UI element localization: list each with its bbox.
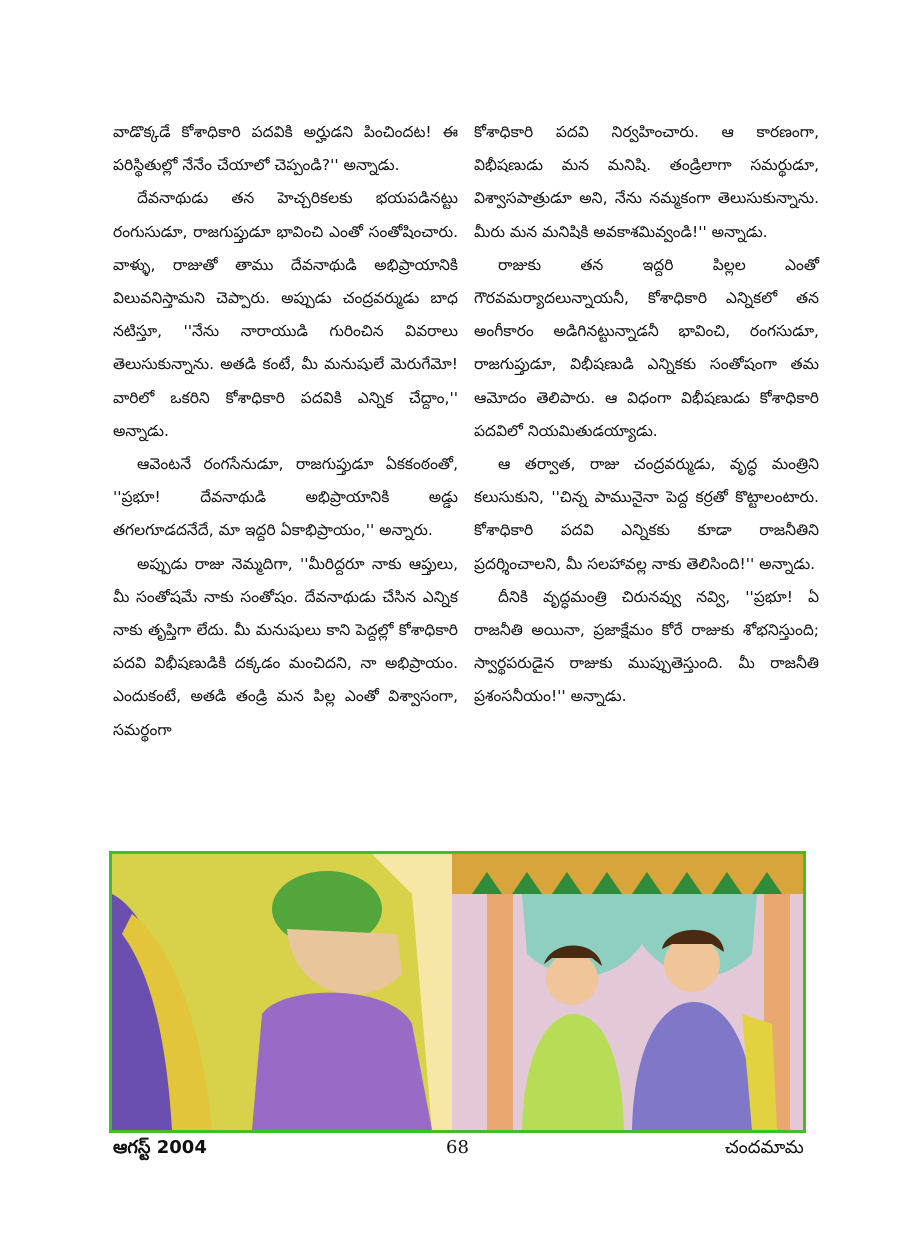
courtier-face-2 xyxy=(664,936,720,992)
text-column-right xyxy=(474,116,819,714)
paragraph: వాడొక్కడే కోశాధికారి పదవికి అర్హుడని పించిందట! ఈ పరిస్థితుల్లో నేనేం చేయాలో చెప్పండి?'' అన్నాడు. xyxy=(113,123,458,175)
paragraph: అప్పుడు రాజు నెమ్మదిగా, ''మీరిద్దరూ నాకు ఆప్తులు, మీ సంతోషమే నాకు సంతోషం. దేవనాథుడు చేసిన ఎన్నిక నాకు తృప్తిగా లేదు. మీ మనుషులు కాని పెద్దల్లో కోశాధికారి పదవి విభీషణుడికి దక్కడం మంచిదని, నా అభిప్రాయం. ఎందుకంటే, అతడి తండ్రి మన పిల్ల ఎంతో విశ్వాసంగా, సమర్థంగా xyxy=(113,554,458,739)
story-illustration xyxy=(109,851,806,1133)
paragraph: ఆవెంటనే రంగసేనుడూ, రాజగుప్తుడూ ఏకకంఠంతో, ''ప్రభూ! దేవనాథుడి అభిప్రాయానికి అడ్డు తగలగూడదనేదే, మా ఇద్దరి ఏకాభిప్రాయం,'' అన్నారు. xyxy=(113,455,458,540)
canopy xyxy=(452,854,803,894)
illustration-drawing xyxy=(112,854,803,1130)
paragraph: రాజుకు తన ఇద్దరి పిల్లల ఎంతో గౌరవమర్యాదలున్నాయనీ, కోశాధికారి ఎన్నికలో తన అంగీకారం అడిగినట్టున్నాడనీ భావించి, రంగసుడూ, రాజగుప్తుడూ, విభీషణుడి ఎన్నికకు సంతోషంగా తమ ఆమోదం తెలిపారు. ఆ విధంగా విభీషణుడు కోశాధికారి పదవిలో నియమితుడయ్యాడు. xyxy=(474,255,819,440)
paragraph: కోశాధికారి పదవి నిర్వహించారు. ఆ కారణంగా, విభీషణుడు మన మనిషి. తండ్రిలాగా సమర్థుడూ, విశ్వాసపాత్రుడూ అని, నేను నమ్మకంగా తెలుసుకున్నాను. మీరు మన మనిషికి అవకాశమివ్వండి!'' అన్నాడు. xyxy=(474,123,819,241)
footer-issue-date: ఆగస్ట్ 2004 xyxy=(113,1137,207,1158)
paragraph: దీనికి వృద్ధమంత్రి చిరునవ్వు నవ్వి, ''ప్రభూ! ఏ రాజనీతి అయినా, ప్రజాక్షేమం కోరే రాజుకు శోభనిస్తుంది; స్వార్థపరుడైన రాజుకు ముప్పుతెస్తుంది. మీ రాజనీతి ప్రశంసనీయం!'' అన్నాడు. xyxy=(474,587,819,706)
text-column-left xyxy=(113,116,458,747)
courtier-face-1 xyxy=(546,953,598,1005)
paragraph: ఆ తర్వాత, రాజు చంద్రవర్ముడు, వృద్ధ మంత్రిని కలుసుకుని, ''చిన్న పామునైనా పెద్ద కర్రతో కొట్టాలంటారు. కోశాధికారి పదవి ఎన్నికకు కూడా రాజనీతిని ప్రదర్శించాలని, మీ సలహావల్ల నాకు తెలిసింది!'' అన్నాడు. xyxy=(474,455,819,573)
magazine-name: చందమామ xyxy=(725,1137,804,1158)
pillar-left xyxy=(487,894,513,1130)
page-number: 68 xyxy=(446,1137,469,1158)
paragraph: దేవనాథుడు తన హెచ్చరికలకు భయపడినట్టు రంగుసుడూ, రాజగుప్తుడూ భావించి ఎంతో సంతోషించారు. వాళ్ళు, రాజుతో తాము దేవనాథుడి అభిప్రాయానికి విలువనిస్తామని చెప్పారు. అప్పుడు చంద్రవర్ముడు బాధ నటిస్తూ, ''నేను నారాయుడి గురించిన వివరాలు తెలుసుకున్నాను. అతడి కంటే, మీ మనుషులే మెరుగేమో! వారిలో ఒకరిని కోశాధికారి పదవికి ఎన్నిక చేద్దాం,'' అన్నాడు. xyxy=(113,189,458,440)
